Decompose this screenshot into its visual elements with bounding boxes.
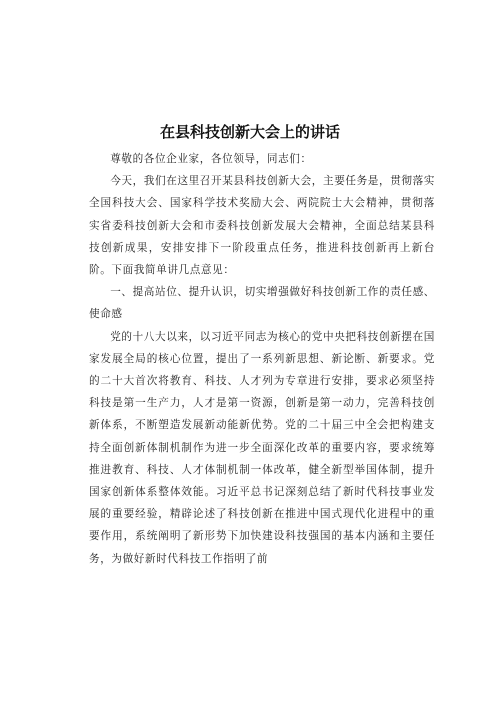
paragraph-section-1: 党的十八大以来，以习近平同志为核心的党中央把科技创新摆在国家发展全局的核心位置，提出了一系列新思想、新论断、新要求。党的二十大首次将教育、科技、人才列为专章进行安排，要求必须坚持科技是第一生产力，人才是第一资源，创新是第一动力，完善科技创新体系，不断塑造发展新动能新优势。党的二十届三中全会把构建支持全面创新体制机制作为进一步全面深化改革的重要内容，要求统筹推进教育、科技、人才体制机制一体改革，健全新型举国体制，提升国家创新体系整体效能。习近平总书记深刻总结了新时代科技事业发展的重要经验，精辟论述了科技创新在推进中国式现代化进程中的重要作用，系统阐明了新形势下加快建设科技强国的基本内涵和主要任务，为做好新时代科技工作指明了前 [89, 330, 435, 565]
document-body [89, 148, 435, 570]
section-heading-1: 一、提高站位、提升认识，切实增强做好科技创新工作的责任感、使命感 [89, 286, 435, 321]
salutation: 尊敬的各位企业家，各位领导，同志们： [110, 153, 312, 165]
document-title: 在县科技创新大会上的讲话 [159, 123, 340, 141]
paragraph-intro: 今天，我们在这里召开某县科技创新大会，主要任务是，贯彻落实全国科技大会、国家科学技术奖励大会、两院院士大会精神，贯彻落实省委科技创新大会和市委科技创新发展大会精神，全面总结某县科技创新成果，安排安排下一阶段重点任务，推进科技创新再上新台阶。下面我简单讲几点意见： [89, 175, 435, 277]
